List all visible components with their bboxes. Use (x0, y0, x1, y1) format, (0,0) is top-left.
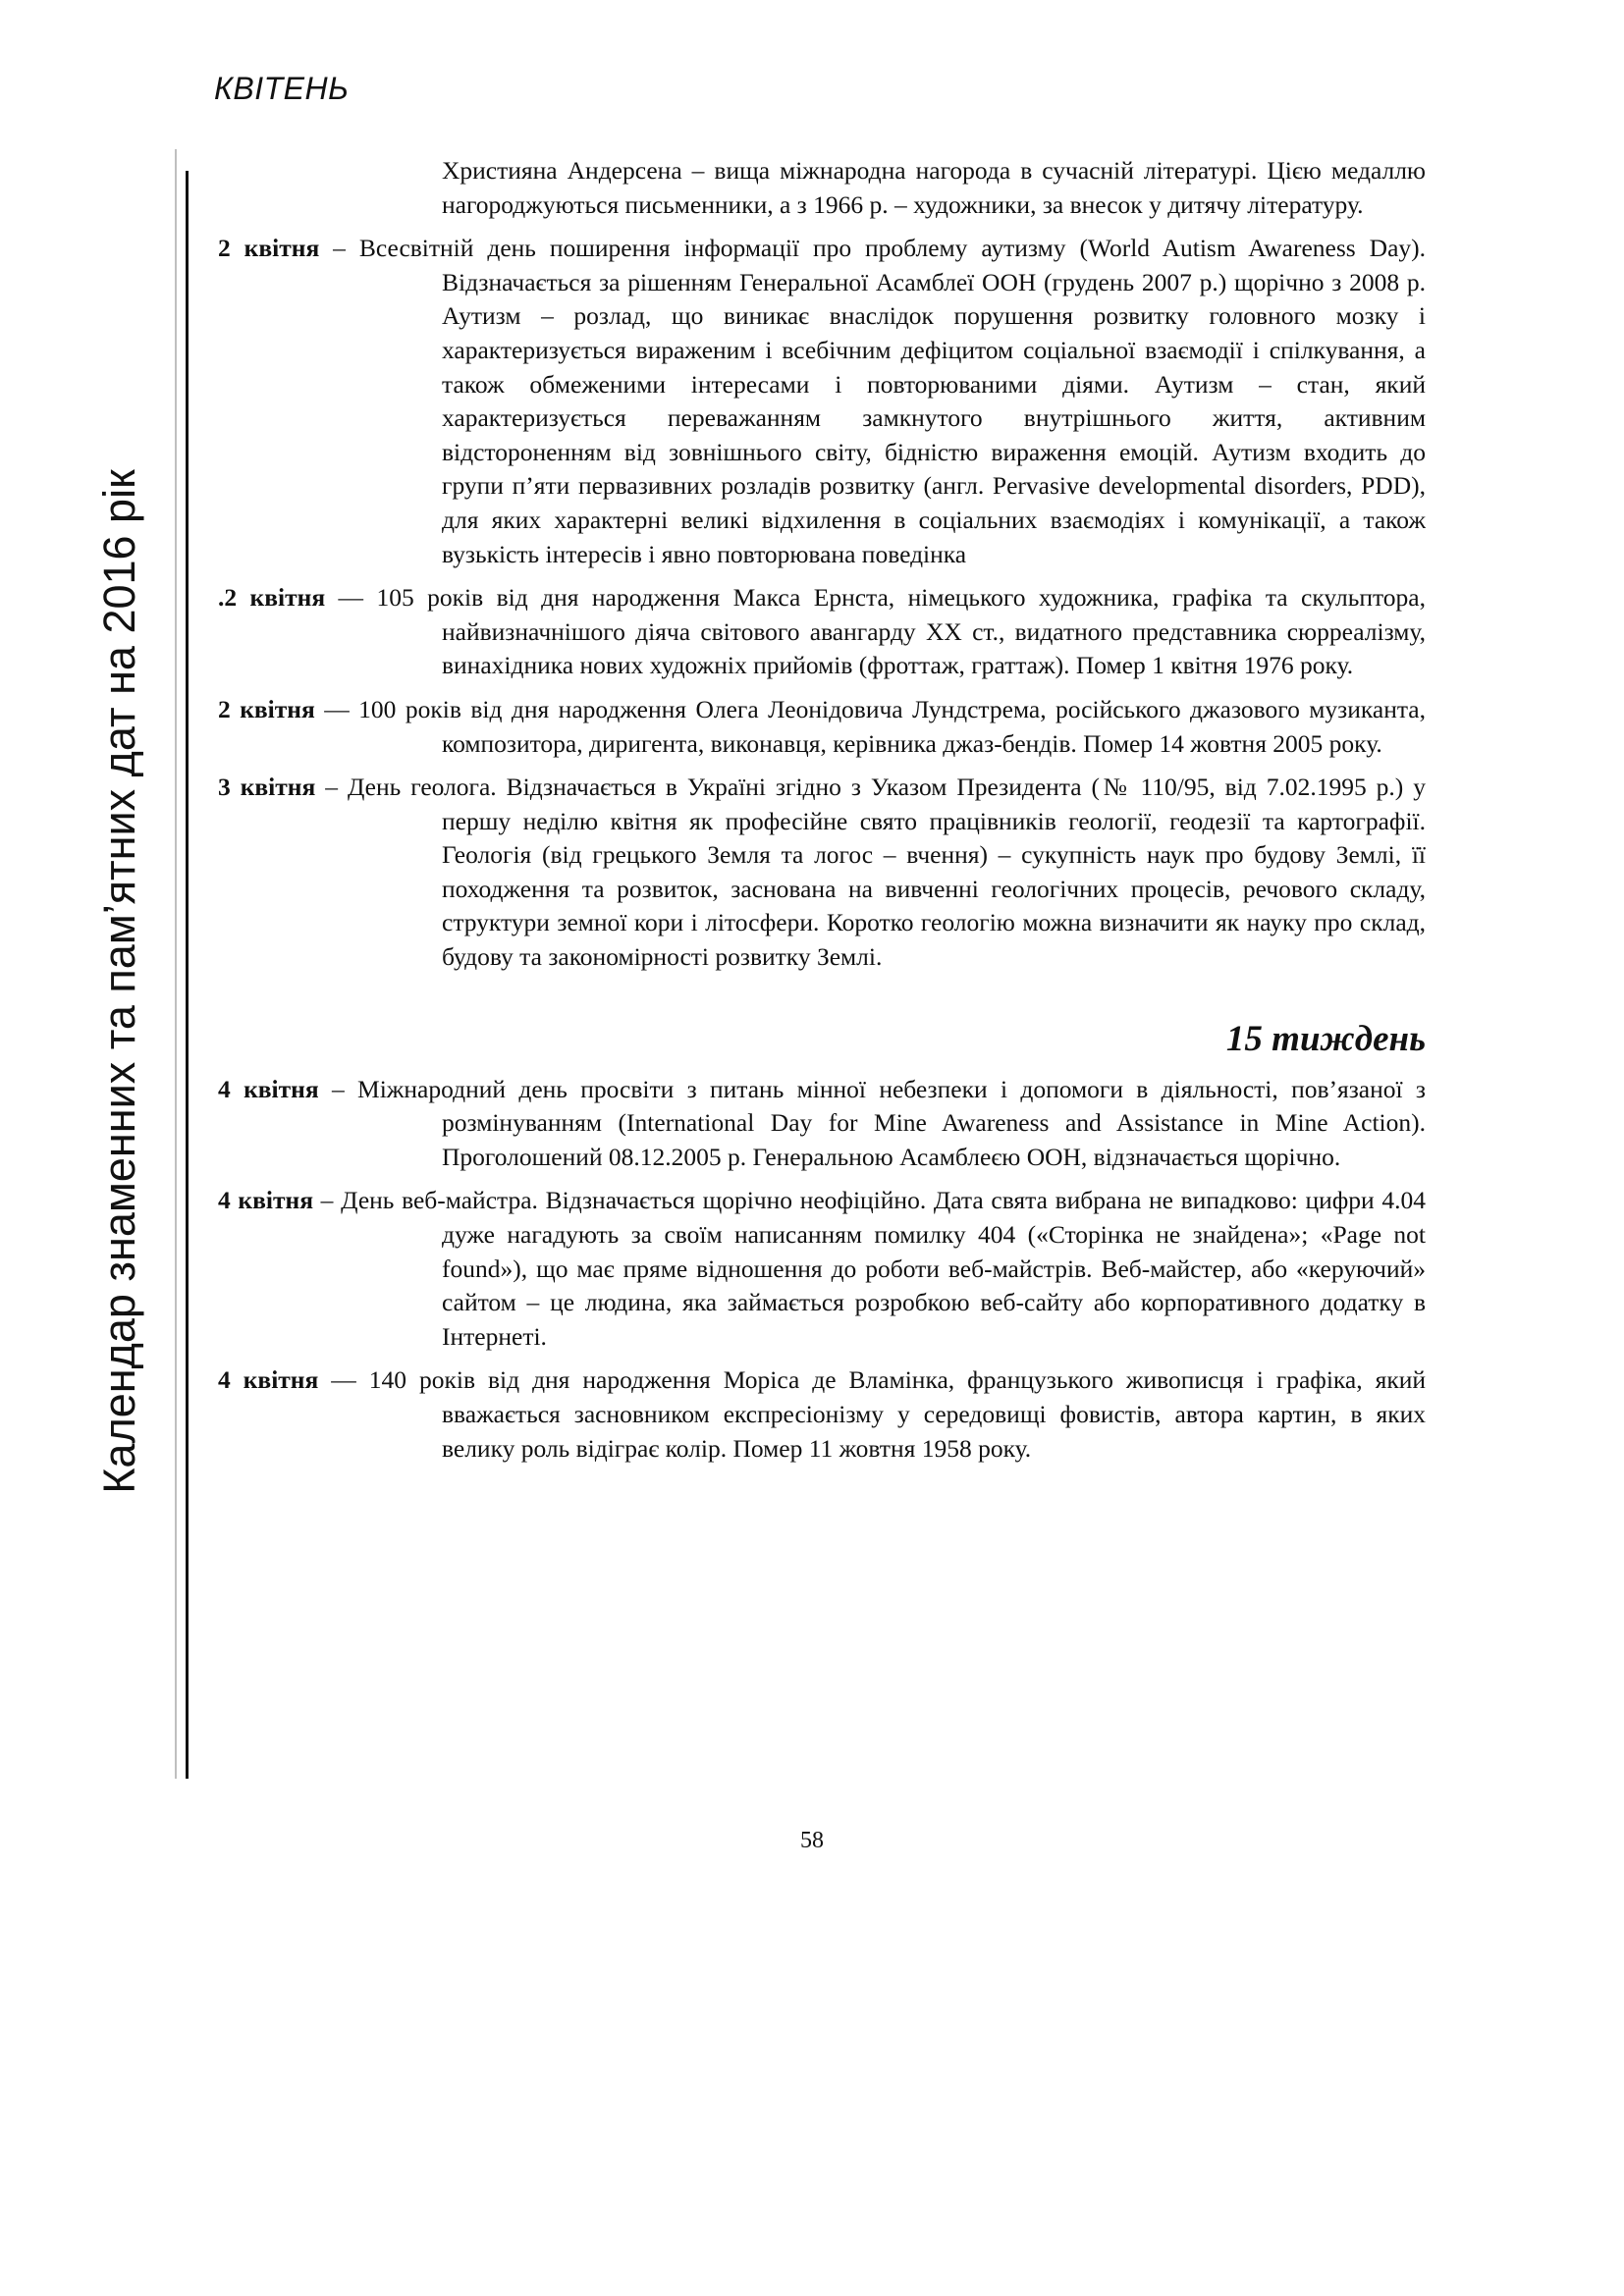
page-header: КВІТЕНЬ (214, 71, 350, 106)
calendar-entry (218, 581, 1426, 683)
side-running-title: Календар знаменних та пам’ятних дат на 2016 рік (94, 469, 144, 1494)
entry-date: 4 квітня (218, 1074, 319, 1103)
entry-date: 3 квітня (218, 773, 316, 802)
entry-date: .2 квітня (218, 583, 326, 613)
entry-text: — 100 років від дня народження Олега Леонідовича Лундстрема, російського джазового музиканта, композитора, диригента, виконавця, керівника джаз-бендів. Помер 14 жовтня 2005 року. (314, 694, 1426, 758)
margin-rule-inner (186, 171, 189, 1779)
calendar-entry (218, 1073, 1426, 1175)
margin-rule-outer (175, 149, 177, 1779)
page-number: 58 (800, 1828, 824, 1853)
calendar-entry (218, 232, 1426, 571)
calendar-entry (218, 771, 1426, 975)
page-content (218, 154, 1426, 1475)
entry-text: – День веб-майстра. Відзначається щорічно неофіційно. Дата свята вибрана не випадково: цифри 4.04 дуже нагадують за своїм написанням помилку 404 («Сторінка не знайдена»; «Page not found»), що має пряме відношення до роботи веб-майстрів. Веб-майстер, або «керуючий» сайтом – це людина, яка займається розробкою веб-сайту або корпоративного додатку в Інтернеті. (313, 1186, 1426, 1351)
entry-date: 4 квітня (218, 1365, 319, 1395)
calendar-entry (218, 1363, 1426, 1466)
week-heading: 15 тиждень (1225, 1018, 1426, 1059)
entry-text: – Всесвітній день поширення інформації про проблему аутизму (World Autism Awareness Day). Відзначається за рішенням Генеральної Асамблеї ООН (грудень 2007 р.) щорічно з 2008 р. Аутизм – розлад, що виникає внаслідок порушення розвитку головного мозку і характеризується вираженим і всебічним дефіцитом соціальної взаємодії і спілкування, а також обмеженими інтересами і повторюваними діями. Аутизм – стан, який характеризується переважанням замкнутого внутрішнього життя, активним відстороненням від зовнішнього світу, бідністю вираження емоцій. Аутизм входить до групи п’яти первазивних розладів розвитку (англ. Pervasive developmental disorders, PDD), для яких характерні великі відхилення в соціальних взаємодіях і комунікації, а також вузькість інтересів і явно повторювана поведінка (319, 234, 1427, 568)
entry-text: – Міжнародний день просвіти з питань мінної небезпеки і допомоги в діяльності, пов’язаної з розмінуванням (International Day for Mine Awareness and Assistance in Mine Action). Проголошений 08.12.2005 р. Генеральною Асамблеєю ООН, відзначається щорічно. (318, 1074, 1427, 1171)
entry-date: 2 квітня (218, 694, 315, 723)
entry-text: — 105 років від дня народження Макса Ернста, німецького художника, графіка та скульптора, найвизначнішого діяча світового авангарду XX ст., видатного представника сюрреалізму, винахідника нових художніх прийомів (фроттаж, граттаж). Помер 1 квітня 1976 року. (325, 583, 1427, 680)
continuation-paragraph: Християна Андерсена – вища міжнародна нагорода в сучасній літературі. Цією медаллю нагороджуються письменники, а з 1966 р. – художники, за внесок у дитячу літературу. (442, 156, 1426, 219)
calendar-entry (218, 1184, 1426, 1354)
entry-date: 4 квітня (218, 1186, 313, 1215)
calendar-entry (218, 693, 1426, 761)
entry-text: — 140 років від дня народження Моріса де Вламінка, французького живописця і графіка, який вважається засновником експресіонізму у середовищі фовистів, автора картин, в яких велику роль відіграє колір. Помер 11 жовтня 1958 року. (318, 1365, 1426, 1463)
entry-text: – День геолога. Відзначається в Україні згідно з Указом Президента (№ 110/95, від 7.02.1995 р.) у першу неділю квітня як професійне свято працівників геології, геодезії та картографії. Геологія (від грецького Земля та логос – вчення) – сукупність наук про будову Землі, її походження та розвиток, заснована на вивченні геологічних процесів, речового складу, структури земної кори і літосфери. Коротко геологію можна визначити як науку про склад, будову та закономірності розвитку Землі. (315, 773, 1427, 972)
entry-date: 2 квітня (218, 234, 320, 263)
